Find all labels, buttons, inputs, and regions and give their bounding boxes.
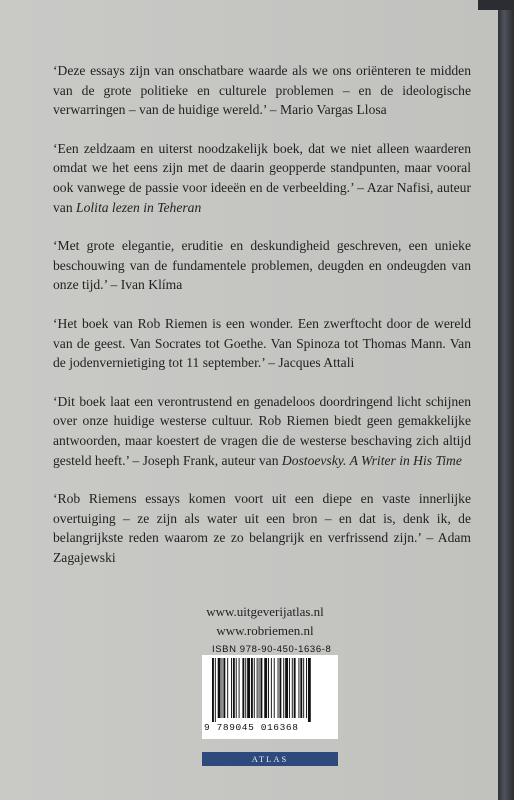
barcode-bar	[308, 658, 311, 722]
barcode-bar	[303, 658, 304, 718]
barcode-bar	[294, 658, 296, 718]
barcode-bar	[251, 658, 253, 718]
blurb-text: ‘Deze essays zijn van onschatbare waarde als we ons oriënteren te midden van de grote politieke en culturele problemen – en de ideologische verwarringen – van de huidige wereld.’ – Mario Vargas Llosa	[53, 63, 471, 118]
barcode-digits: 9 789045 016368	[204, 722, 299, 733]
blurb-quote-6	[53, 489, 471, 567]
barcode-bar	[298, 658, 299, 718]
blurb-quote-1	[53, 61, 471, 120]
blurb-quote-2	[53, 139, 471, 217]
barcode-bar	[247, 658, 250, 718]
blurb-text: ‘Een zeldzaam en uiterst noodzakelijk boek, dat we niet alleen waarderen omdat we het eens zijn met de daarin geopperde standpunten, maar vooral ook vanwege de passie voor ideeën en de verbeelding.’ – Azar Nafisi, auteur van	[53, 140, 471, 215]
blurb-text: ‘Dit boek laat een verontrustend en genadeloos doordringend licht schijnen over onze huidige westerse cultuur. Rob Riemen biedt geen gemakkelijke antwoorden, maar koestert de vragen die de westerse beschaving zich altijd gesteld heeft.’ – Joseph Frank, auteur van	[53, 393, 471, 468]
barcode-bar	[279, 658, 281, 718]
barcode-bar	[223, 658, 225, 718]
website-links	[190, 602, 340, 640]
barcode-bar	[285, 658, 288, 718]
barcode-bar	[268, 658, 269, 718]
barcode-bar	[274, 658, 275, 718]
barcode-bar	[233, 658, 235, 718]
barcode-bar	[306, 658, 307, 718]
barcode-bar	[227, 658, 228, 718]
barcode-bar	[259, 658, 260, 718]
blurb-list	[53, 61, 471, 567]
barcode-bar	[222, 658, 223, 718]
barcode-bar	[264, 658, 267, 718]
barcode-bar	[239, 658, 240, 718]
barcode-bar	[212, 658, 214, 722]
barcode-bars	[212, 658, 328, 722]
blurb-book-title: Lolita lezen in Teheran	[76, 199, 202, 215]
blurb-quote-5	[53, 392, 471, 470]
barcode-bar	[278, 658, 279, 718]
book-spine-edge	[498, 0, 514, 800]
blurb-text: ‘Met grote elegantie, eruditie en deskundigheid geschreven, een unieke beschouwing van de fundamentele problemen, deugden en ondeugden van onze tijd.’ – Ivan Klíma	[53, 238, 471, 293]
barcode	[202, 655, 338, 739]
barcode-bar	[236, 658, 237, 718]
isbn-label: ISBN 978-90-450-1636-8	[212, 644, 332, 655]
barcode-bar	[231, 658, 232, 718]
blurb-text: ‘Het boek van Rob Riemen is een wonder. Een zwerftocht door de wereld van de geest. Van Socrates tot Goethe. Van Spinoza tot Thomas Mann. Van de jodenvernietiging tot 11 september.’ – Jacques Attali	[53, 315, 471, 371]
author-url: www.robriemen.nl	[216, 623, 314, 638]
barcode-bar	[257, 658, 258, 718]
publisher-url: www.uitgeverijatlas.nl	[206, 604, 324, 619]
barcode-bar	[242, 658, 244, 718]
barcode-bar	[292, 658, 293, 718]
barcode-bar	[218, 658, 221, 718]
barcode-bar	[283, 658, 284, 718]
publisher-logo: ATLAS	[202, 752, 338, 766]
barcode-bar	[260, 658, 262, 718]
spine-top-corner	[478, 0, 514, 10]
blurb-quote-3	[53, 236, 471, 295]
blurb-book-title: Dostoevsky. A Writer in His Time	[281, 452, 462, 468]
barcode-bar	[254, 658, 255, 718]
barcode-bar	[300, 658, 302, 718]
barcode-bar	[215, 658, 216, 722]
blurb-quote-4	[53, 314, 471, 373]
barcode-bar	[289, 658, 290, 718]
barcode-bar	[271, 658, 272, 718]
blurb-text: ‘Rob Riemens essays komen voort uit een diepe en vaste innerlijke overtuiging – ze zijn als water uit een bron – en dat is, denk ik, de belangrijkste reden waarom ze zo belangrijk en verfrissend zijn.’ – Adam Zagajewski	[53, 491, 471, 565]
barcode-bar	[245, 658, 246, 718]
